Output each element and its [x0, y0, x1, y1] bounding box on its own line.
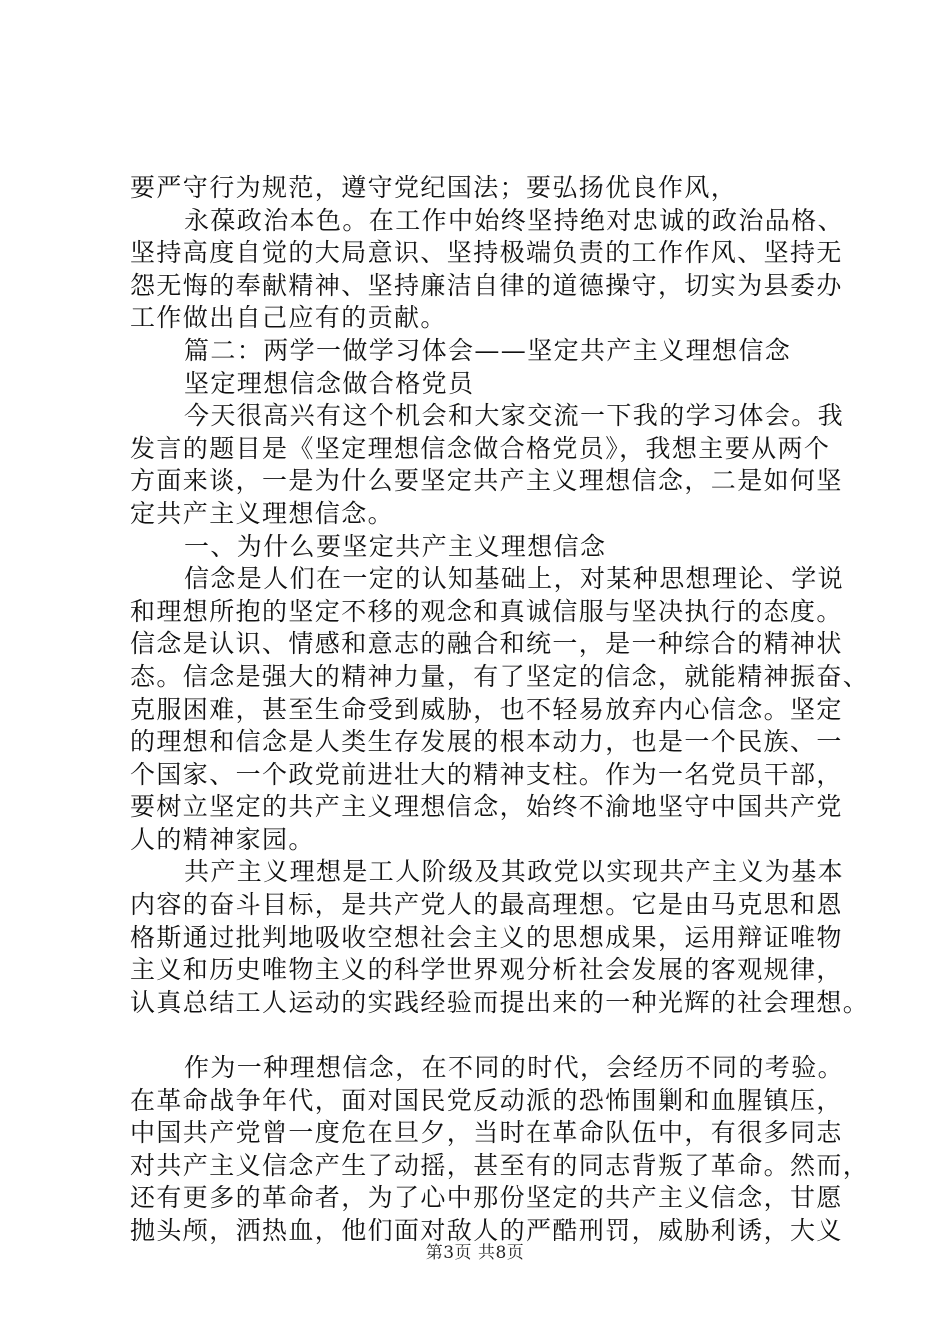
- page-footer: 第3页 共8页: [425, 1243, 525, 1263]
- text-line: 坚持高度自觉的大局意识、坚持极端负责的工作作风、坚持无: [130, 238, 843, 268]
- text-line: 格斯通过批判地吸收空想社会主义的思想成果，运用辩证唯物: [130, 922, 843, 952]
- blank-line: [130, 1019, 830, 1052]
- document-body: [130, 172, 870, 1248]
- text-line: 认真总结工人运动的实践经验而提出来的一种光辉的社会理想。: [130, 987, 870, 1017]
- text-line: 态。信念是强大的精神力量，有了坚定的信念，就能精神振奋、: [130, 661, 870, 691]
- text-line: 作为一种理想信念，在不同的时代，会经历不同的考验。: [184, 1053, 845, 1083]
- text-line: 还有更多的革命者，为了心中那份坚定的共产主义信念，甘愿: [130, 1183, 843, 1213]
- text-line: 个国家、一个政党前进壮大的精神支柱。作为一名党员干部，: [130, 759, 843, 789]
- text-line: 抛头颅，洒热血，他们面对敌人的严酷刑罚，威胁利诱，大义: [130, 1216, 843, 1245]
- text-line: 信念是人们在一定的认知基础上，对某种思想理论、学说: [184, 564, 845, 594]
- text-line: 人的精神家园。: [130, 824, 315, 854]
- text-line: 的理想和信念是人类生存发展的根本动力，也是一个民族、一: [130, 727, 843, 757]
- text-line: 要树立坚定的共产主义理想信念，始终不渝地坚守中国共产党: [130, 792, 843, 822]
- text-line: 克服困难，甚至生命受到威胁，也不轻易放弃内心信念。坚定: [130, 694, 843, 724]
- text-line: 主义和历史唯物主义的科学世界观分析社会发展的客观规律，: [130, 955, 843, 985]
- text-line: 对共产主义信念产生了动摇，甚至有的同志背叛了革命。然而，: [130, 1150, 870, 1180]
- text-line: 和理想所抱的坚定不移的观念和真诚信服与坚决执行的态度。: [130, 596, 843, 626]
- text-line: 永葆政治本色。在工作中始终坚持绝对忠诚的政治品格、: [184, 205, 845, 235]
- text-line: 今天很高兴有这个机会和大家交流一下我的学习体会。我: [184, 401, 845, 431]
- text-line: 工作做出自己应有的贡献。: [130, 303, 447, 333]
- text-line: 中国共产党曾一度危在旦夕，当时在革命队伍中，有很多同志: [130, 1118, 843, 1148]
- text-line: 坚定理想信念做合格党员: [184, 368, 475, 398]
- text-line: 要严守行为规范，遵守党纪国法；要弘扬优良作风，: [130, 173, 738, 202]
- text-line: 怨无悔的奉献精神、坚持廉洁自律的道德操守，切实为县委办: [130, 270, 843, 300]
- text-line: 在革命战争年代，面对国民党反动派的恐怖围剿和血腥镇压，: [130, 1085, 843, 1115]
- text-line: 共产主义理想是工人阶级及其政党以实现共产主义为基本: [184, 857, 845, 887]
- text-line: 内容的奋斗目标，是共产党人的最高理想。它是由马克思和恩: [130, 890, 843, 920]
- text-line: 篇二：两学一做学习体会——坚定共产主义理想信念: [184, 335, 792, 365]
- text-line: 信念是认识、情感和意志的融合和统一，是一种综合的精神状: [130, 629, 843, 659]
- text-line: 发言的题目是《坚定理想信念做合格党员》，我想主要从两个: [130, 433, 831, 463]
- text-line: 定共产主义理想信念。: [130, 498, 395, 528]
- text-line: 一、为什么要坚定共产主义理想信念: [184, 531, 607, 561]
- text-line: 方面来谈，一是为什么要坚定共产主义理想信念，二是如何坚: [130, 466, 843, 496]
